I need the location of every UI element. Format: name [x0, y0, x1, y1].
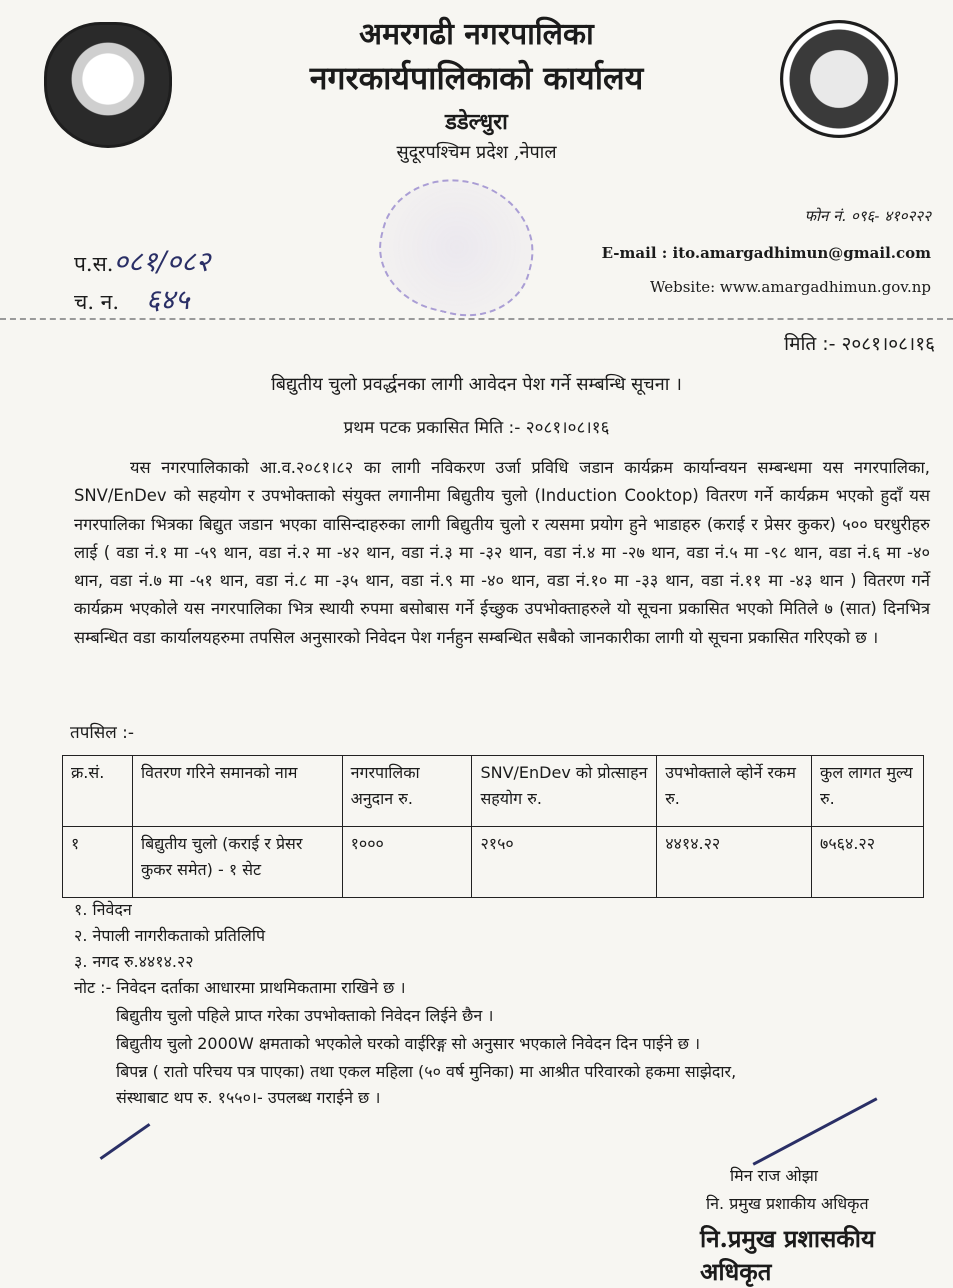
initial-mark — [100, 1123, 151, 1160]
ps-label: प.स. — [74, 252, 114, 276]
table-cell: १००० — [342, 827, 472, 898]
table-header: उपभोक्ताले व्होर्ने रकम रु. — [657, 756, 812, 827]
website-address: Website: www.amargadhimun.gov.np — [650, 278, 931, 296]
table-cell: ७५६४.२२ — [812, 827, 924, 898]
office-stamp — [366, 163, 548, 330]
cn-label: च. न. — [74, 290, 120, 314]
table-header-row — [63, 756, 924, 827]
notice-date: मिति :- २०८१।०८।१६ — [784, 333, 935, 355]
note-item: संस्थाबाट थप रु. १५५०।- उपलब्ध गराईने छ । — [116, 1088, 381, 1107]
table-header: वितरण गरिने समानको नाम — [132, 756, 342, 827]
first-published-date: प्रथम पटक प्रकासित मिति :- २०८१।०८।१६ — [343, 418, 610, 438]
document-item: १. निवेदन — [74, 900, 132, 919]
signature — [752, 1097, 877, 1165]
ps-value: ०८१/०८२ — [113, 245, 211, 278]
notice-subject: बिद्युतीय चुलो प्रवर्द्धनका लागी आवेदन पेश गर्ने सम्बन्धि सूचना । — [271, 374, 682, 395]
phone-number: फोन नं. ०९६- ४१०२२२ — [804, 207, 931, 225]
notice-body: यस नगरपालिकाको आ.व.२०८१।८२ का लागी नविकरण उर्जा प्रविधि जडान कार्यक्रम कार्यान्वयन सम्बन्धमा यस नगरपालिका, SNV/EnDev को सहयोग र उपभोक्ताको संयुक्त लगानीमा बिद्युतीय चुलो (Induction Cooktop) वितरण गर्ने कार्यक्रम भएको हुदाँ यस नगरपालिका भित्रका बिद्युत जडान भएका वासिन्दाहरुका लागी बिद्युतीय चुलो र त्यसमा प्रयोग हुने भाडाहरु (कराई र प्रेसर कुकर) ५०० घरधुरीहरु लाई ( वडा नं.१ मा -५९ थान, वडा नं.२ मा -४२ थान, वडा नं.३ मा -३२ थान, वडा नं.४ मा -२७ थान, वडा नं.५ मा -९८ थान, वडा नं.६ मा -४० थान, वडा नं.७ मा -५१ थान, वडा नं.८ मा -३५ थान, वडा नं.९ मा -४० थान, वडा नं.१० मा -३३ थान, वडा नं.११ मा -४३ थान ) वितरण गर्ने कार्यक्रम भएकोले यस नगरपालिका भित्र स्थायी रुपमा बसोबास गर्ने ईच्छुक उपभोक्ताहरुले यो सूचना प्रकासित भएको मितिले ७ (सात) दिनभित्र सम्बन्धित वडा कार्यालयहरुमा तपसिल अनुसारको निवेदन पेश गर्नहुन सम्बन्धित सबैको जानकारीका लागी यो सूचना प्रकासित गरिएको छ । — [74, 458, 930, 647]
municipality-name: अमरगढी नगरपालिका — [359, 17, 594, 52]
table-cell: २१५० — [472, 827, 657, 898]
table-header: कुल लागत मुल्य रु. — [812, 756, 924, 827]
note-item: बिद्युतीय चुलो 2000W क्षमताको भएकोले घरको वाईरिङ्ग सो अनुसार भएकाले निवेदन दिन पाईने छ । — [116, 1034, 701, 1053]
signatory-title: नि. प्रमुख प्रशाकीय अधिकृत — [706, 1194, 869, 1213]
note-item: बिद्युतीय चुलो पहिले प्राप्त गरेका उपभोक्ताको निवेदन लिईने छैन । — [116, 1006, 494, 1025]
ps-reference — [74, 242, 210, 280]
table-cell: बिद्युतीय चुलो (कराई र प्रेसर कुकर समेत) - १ सेट — [132, 827, 342, 898]
note-item: नोट :- निवेदन दर्ताका आधारमा प्राथमिकतामा राखिने छ । — [74, 978, 406, 997]
table-header: क्र.सं. — [63, 756, 133, 827]
tapasil-label: तपसिल :- — [70, 723, 135, 743]
header-divider — [0, 318, 953, 320]
document-item: २. नेपाली नागरीकताको प्रतिलिपि — [74, 926, 266, 945]
distribution-table — [62, 755, 924, 898]
cn-value: ६४५ — [145, 283, 190, 316]
table-cell: १ — [63, 827, 133, 898]
signatory-name: मिन राज ओझा — [730, 1166, 818, 1185]
cn-reference — [74, 280, 189, 318]
office-name: नगरकार्यपालिकाको कार्यालय — [309, 59, 644, 97]
table-header: SNV/EnDev को प्रोत्साहन सहयोग रु. — [472, 756, 657, 827]
signatory-stamp: नि.प्रमुख प्रशासकीय अधिकृत — [700, 1224, 875, 1286]
table-row — [63, 827, 924, 898]
district-name: डडेल्धुरा — [445, 109, 508, 135]
note-item: बिपन्न ( रातो परिचय पत्र पाएका) तथा एकल महिला (५० वर्ष मुनिका) मा आश्रीत परिवारको हकमा साझेदार, — [116, 1062, 737, 1081]
table-header: नगरपालिका अनुदान रु. — [342, 756, 472, 827]
email-address: E-mail : ito.amargadhimun@gmail.com — [601, 244, 931, 262]
document-item: ३. नगद रु.४४१४.२२ — [74, 952, 194, 971]
province-name: सुदूरपश्चिम प्रदेश ,नेपाल — [396, 142, 557, 163]
table-cell: ४४१४.२२ — [657, 827, 812, 898]
